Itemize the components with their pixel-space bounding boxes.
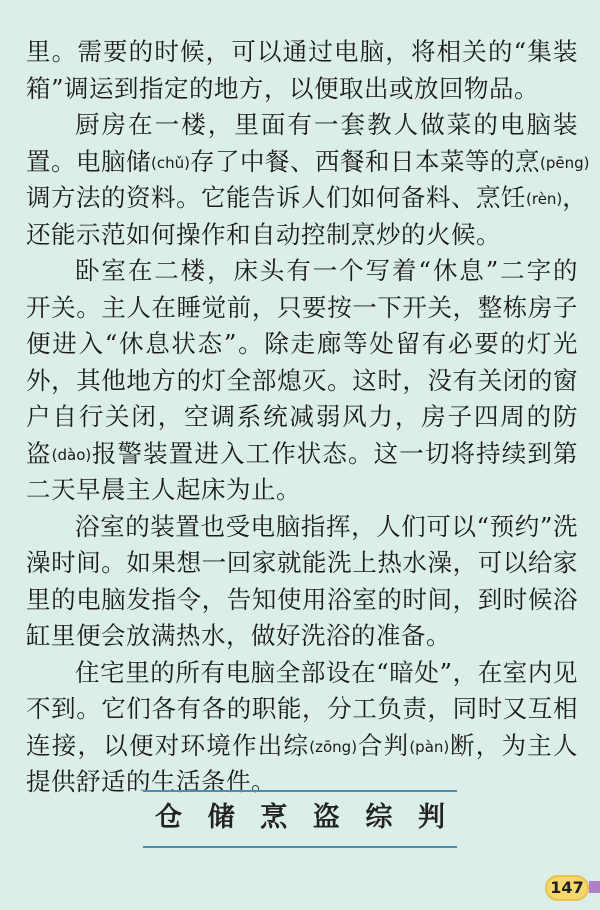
text-segment: 箱”调运到指定的地方，以便取出或放回物品。 xyxy=(26,73,540,103)
page-edge-tab xyxy=(589,881,600,893)
text-line xyxy=(26,399,578,436)
pinyin-annotation: (dào) xyxy=(51,445,92,464)
text-segment: 存了中餐、西餐和日本菜等的烹 xyxy=(189,146,540,176)
text-line xyxy=(26,363,578,400)
text-line xyxy=(26,71,578,108)
vocab-rule-top xyxy=(143,790,457,792)
text-line xyxy=(26,545,578,582)
text-segment: 便进入“休息状态”。除走廊等处留有必要的灯光 xyxy=(26,329,578,358)
text-segment: 厨房在一楼，里面有一套教人做菜的电脑装 xyxy=(75,110,578,139)
vocab-rule-bottom xyxy=(143,846,457,848)
text-segment: 调方法的资料。它能告诉人们如何备料、烹饪 xyxy=(26,183,526,212)
text-segment: 提供舒适的生活条件。 xyxy=(26,767,276,796)
text-line xyxy=(26,107,578,144)
text-segment: 开关。主人在睡觉前，只要按一下开关，整栋房子 xyxy=(26,292,578,322)
text-line xyxy=(26,436,578,473)
text-segment: 外，其他地方的灯全部熄灭。这时，没有关闭的窗 xyxy=(26,365,578,395)
text-line xyxy=(26,472,578,509)
text-segment: 断，为主人 xyxy=(449,730,579,760)
vocab-character: 储 xyxy=(207,802,235,833)
pinyin-annotation: (zōng) xyxy=(309,737,358,756)
text-line xyxy=(26,290,578,327)
text-line xyxy=(26,144,590,181)
text-segment: ， xyxy=(562,183,588,212)
pinyin-annotation: (pēng) xyxy=(539,153,590,172)
vocab-character: 烹 xyxy=(260,802,288,833)
text-segment: 浴室的装置也受电脑指挥，人们可以“预约”洗 xyxy=(75,511,578,541)
text-segment: 卧室在二楼，床头有一个写着“休息”二字的 xyxy=(75,256,578,285)
text-segment: 住宅里的所有电脑全部设在“暗处”，在室内见 xyxy=(75,657,578,687)
vocab-character: 盗 xyxy=(312,802,340,833)
text-segment: 合判 xyxy=(357,730,410,760)
text-line xyxy=(26,326,578,363)
pinyin-annotation: (pàn) xyxy=(409,737,450,756)
vocab-character: 仓 xyxy=(155,802,182,833)
text-line xyxy=(26,253,578,290)
text-segment: 不到。它们各有各的职能，分工负责，同时又互相 xyxy=(26,694,578,723)
text-segment: 还能示范如何操作和自动控制烹炒的火候。 xyxy=(26,219,501,249)
text-segment: 连接，以便对环境作出综 xyxy=(26,730,310,760)
text-line xyxy=(26,180,588,217)
text-line xyxy=(26,582,578,619)
text-line xyxy=(26,509,578,546)
vocab-character: 判 xyxy=(417,802,445,833)
text-line xyxy=(26,618,578,655)
text-line xyxy=(26,655,578,692)
article-body xyxy=(26,34,590,801)
text-segment: 澡时间。如果想一回家就能洗上热水澡，可以给家 xyxy=(26,548,578,577)
pinyin-annotation: (rèn) xyxy=(526,190,563,208)
text-segment: 户自行关闭，空调系统减弱风力，房子四周的防 xyxy=(26,402,578,431)
text-line xyxy=(26,217,578,254)
new-characters-box xyxy=(143,790,457,848)
text-segment: 盗 xyxy=(26,438,52,468)
text-segment: 报警装置进入工作状态。这一切将持续到第 xyxy=(91,438,579,468)
vocab-characters xyxy=(143,801,457,835)
text-segment: 二天早晨主人起床为止。 xyxy=(26,475,301,504)
text-segment: 里。需要的时候，可以通过电脑，将相关的“集装 xyxy=(26,37,578,66)
page-number-badge: 147 xyxy=(545,875,589,901)
text-segment: 缸里便会放满热水，做好洗浴的准备。 xyxy=(26,621,451,650)
vocab-character: 综 xyxy=(365,802,393,833)
pinyin-annotation: (chǔ) xyxy=(151,153,190,172)
text-line xyxy=(26,728,578,765)
text-line xyxy=(26,34,578,71)
text-segment: 置。电脑储 xyxy=(26,146,151,176)
text-line xyxy=(26,691,578,728)
text-segment: 里的电脑发指令，告知使用浴室的时间，到时候浴 xyxy=(26,584,578,614)
